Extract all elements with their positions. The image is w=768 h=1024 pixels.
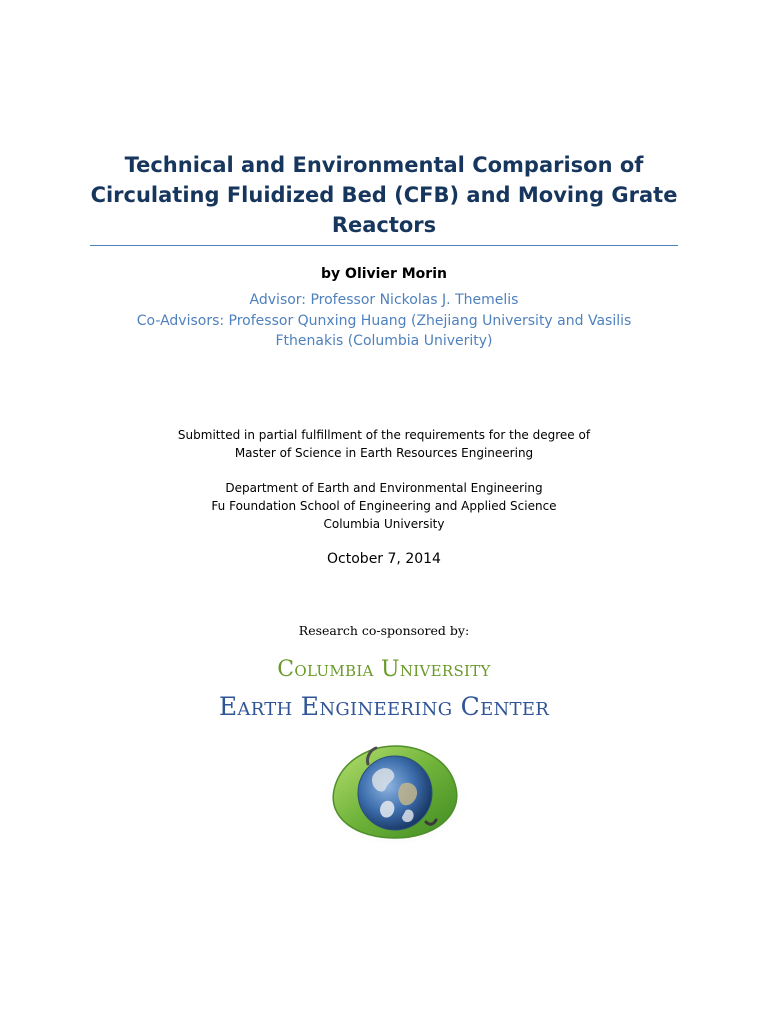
advisors-block xyxy=(90,290,678,352)
department-line-3: Columbia University xyxy=(323,517,445,531)
title-line-1: Technical and Environmental Comparison of xyxy=(124,153,644,177)
department-block xyxy=(0,479,768,533)
logo-center-name: Earth Engineering Center xyxy=(218,692,550,721)
logo-university-name: Columbia University xyxy=(277,657,491,682)
sponsor-label: Research co-sponsored by: xyxy=(298,623,470,638)
submission-line-1: Submitted in partial fulfillment of the requirements for the degree of xyxy=(177,428,591,442)
co-advisors-line-2: Fthenakis (Columbia Univerity) xyxy=(275,333,493,349)
title-line-3: Reactors xyxy=(331,213,437,237)
advisor-line: Advisor: Professor Nickolas J. Themelis xyxy=(249,292,519,308)
department-line-1: Department of Earth and Environmental Engineering xyxy=(225,481,543,495)
title-divider xyxy=(90,245,678,246)
earth-engineering-center-emblem-icon xyxy=(322,738,468,844)
submission-line-2: Master of Science in Earth Resources Engineering xyxy=(234,446,534,460)
author-line: by Olivier Morin xyxy=(321,266,447,282)
submission-statement xyxy=(0,426,768,462)
co-advisors-line-1: Co-Advisors: Professor Qunxing Huang (Zhejiang University and Vasilis xyxy=(136,312,632,329)
department-line-2: Fu Foundation School of Engineering and Applied Science xyxy=(211,499,557,513)
title-line-2: Circulating Fluidized Bed (CFB) and Moving Grate xyxy=(90,183,678,207)
document-title xyxy=(90,150,678,240)
submission-date: October 7, 2014 xyxy=(327,551,441,567)
